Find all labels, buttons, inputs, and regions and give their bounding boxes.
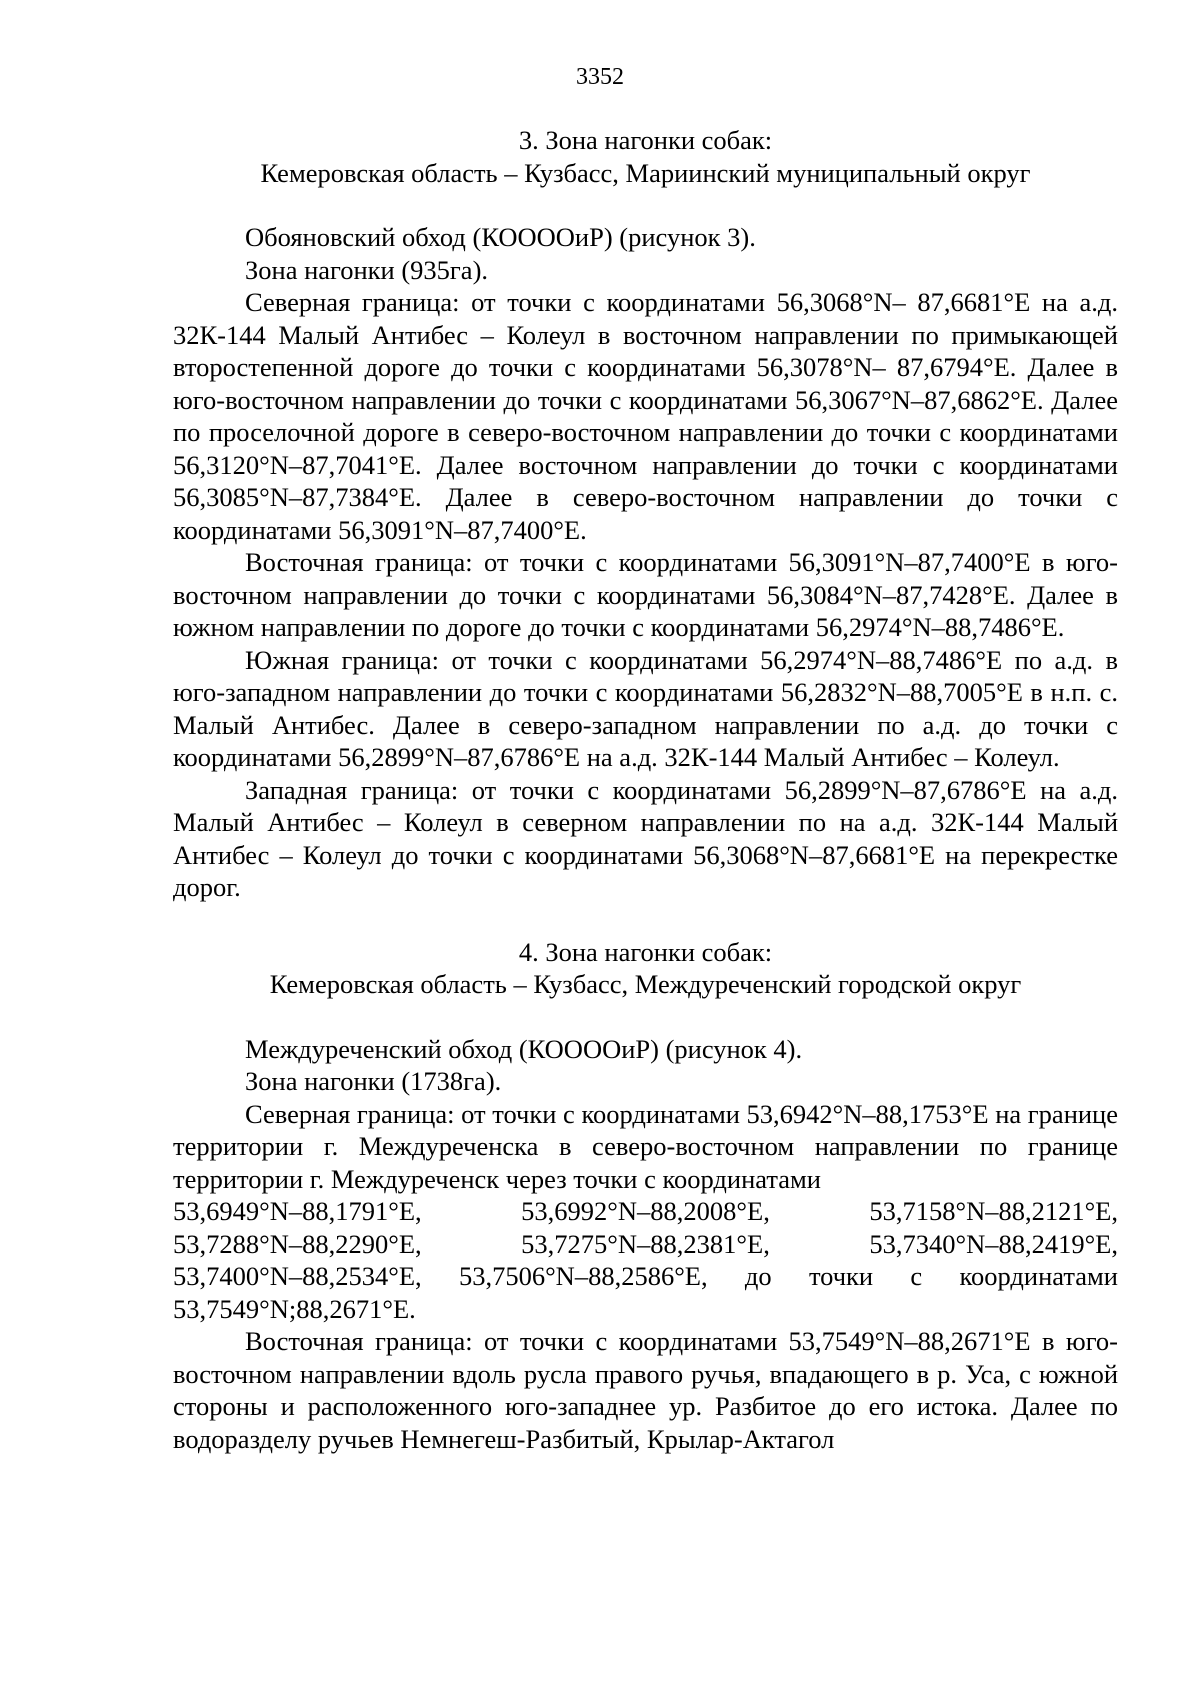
word: точки: [808, 1261, 874, 1291]
coord: 53,7506°N–88,2586°E,: [458, 1261, 708, 1291]
section-3-subtitle: Кемеровская область – Кузбасс, Мариинский муниципальный округ: [260, 157, 1031, 188]
section-3-west-border: Западная граница: от точки с координатами 56,2899°N–87,6786°E на а.д. Малый Антибес – Колеул в северном направлении по на а.д. 32К-144 Малый Антибес – Колеул до точки с координатами 56,3068°N–87,6681°E на перекрестке дорог.: [173, 774, 1118, 902]
coord: 53,6992°N–88,2008°E,: [521, 1196, 770, 1226]
section-3-south-border: Южная граница: от точки с координатами 56,2974°N–88,7486°E по а.д. в юго-западном направлении до точки с координатами 56,2832°N–88,7005°E в н.п. с. Малый Антибес. Далее в северо-западном направлении по а.д. до точки с координатами 56,2899°N–87,6786°E на а.д. 32К-144 Малый Антибес – Колеул.: [173, 644, 1118, 772]
section-3: [173, 124, 1118, 1455]
word: до: [744, 1261, 772, 1291]
section-3-object: Обояновский обход (КООООиР) (рисунок 3).: [245, 222, 756, 252]
coord: 53,7158°N–88,2121°E,: [869, 1196, 1118, 1226]
word: координатами: [959, 1261, 1118, 1291]
word: с: [910, 1261, 923, 1291]
section-4-object: Междуреченский обход (КООООиР) (рисунок 4).: [245, 1033, 803, 1064]
section-4-area: Зона нагонки (1738га).: [245, 1066, 502, 1096]
coord: 53,7275°N–88,2381°E,: [521, 1228, 770, 1259]
coords-row-2: [173, 1228, 1118, 1261]
coords-row-3: [173, 1260, 1118, 1293]
coord: 53,7340°N–88,2419°E,: [869, 1228, 1118, 1259]
section-4-title: 4. Зона нагонки собак:: [518, 936, 773, 967]
section-4-north-border: Северная граница: от точки с координатами 53,6942°N–88,1753°E на границе территории г. Междуреченска в северо-восточном направлении по границе территории г. Междуреченск через точки с координатами: [173, 1098, 1118, 1194]
section-3-north-border: Северная граница: от точки с координатами 56,3068°N– 87,6681°E на а.д. 32К-144 Малый Антибес – Колеул в восточном направлении по примыкающей второстепенной дороге до точки с координатами 56,3078°N– 87,6794°E. Далее в юго-восточном направлении до точки с координатами 56,3067°N–87,6862°E. Далее по проселочной дороге в северо-восточном направлении до точки с координатами 56,3120°N–87,7041°E. Далее восточном направлении до точки с координатами 56,3085°N–87,7384°E. Далее в северо-восточном направлении до точки с координатами 56,3091°N–87,7400°E.: [173, 287, 1118, 545]
coord: 53,7288°N–88,2290°E,: [173, 1228, 422, 1259]
section-4-subtitle: Кемеровская область – Кузбасс, Междуреченский городской округ: [269, 969, 1022, 999]
section-3-area: Зона нагонки (935га).: [245, 254, 489, 285]
section-4-north-end: 53,7549°N;88,2671°E.: [173, 1293, 416, 1324]
coords-row-1: [173, 1195, 1118, 1228]
page-number: 3352: [576, 64, 624, 90]
coord: 53,6949°N–88,1791°E,: [173, 1196, 422, 1226]
section-4-east-border: Восточная граница: от точки с координатами 53,7549°N–88,2671°E в юго-восточном направлении вдоль русла правого ручья, впадающего в р. Уса, с южной стороны и расположенного юго-западнее ур. Разбитое до его истока. Далее по водоразделу ручьев Немнегеш-Разбитый, Крылар-Актагол: [173, 1326, 1118, 1454]
section-3-east-border: Восточная граница: от точки с координатами 56,3091°N–87,7400°E в юго-восточном направлении до точки с координатами 56,3084°N–87,7428°E. Далее в южном направлении по дороге до точки с координатами 56,2974°N–88,7486°E.: [173, 547, 1118, 642]
section-3-title: 3. Зона нагонки собак:: [518, 125, 773, 155]
coord: 53,7400°N–88,2534°E,: [173, 1261, 422, 1291]
